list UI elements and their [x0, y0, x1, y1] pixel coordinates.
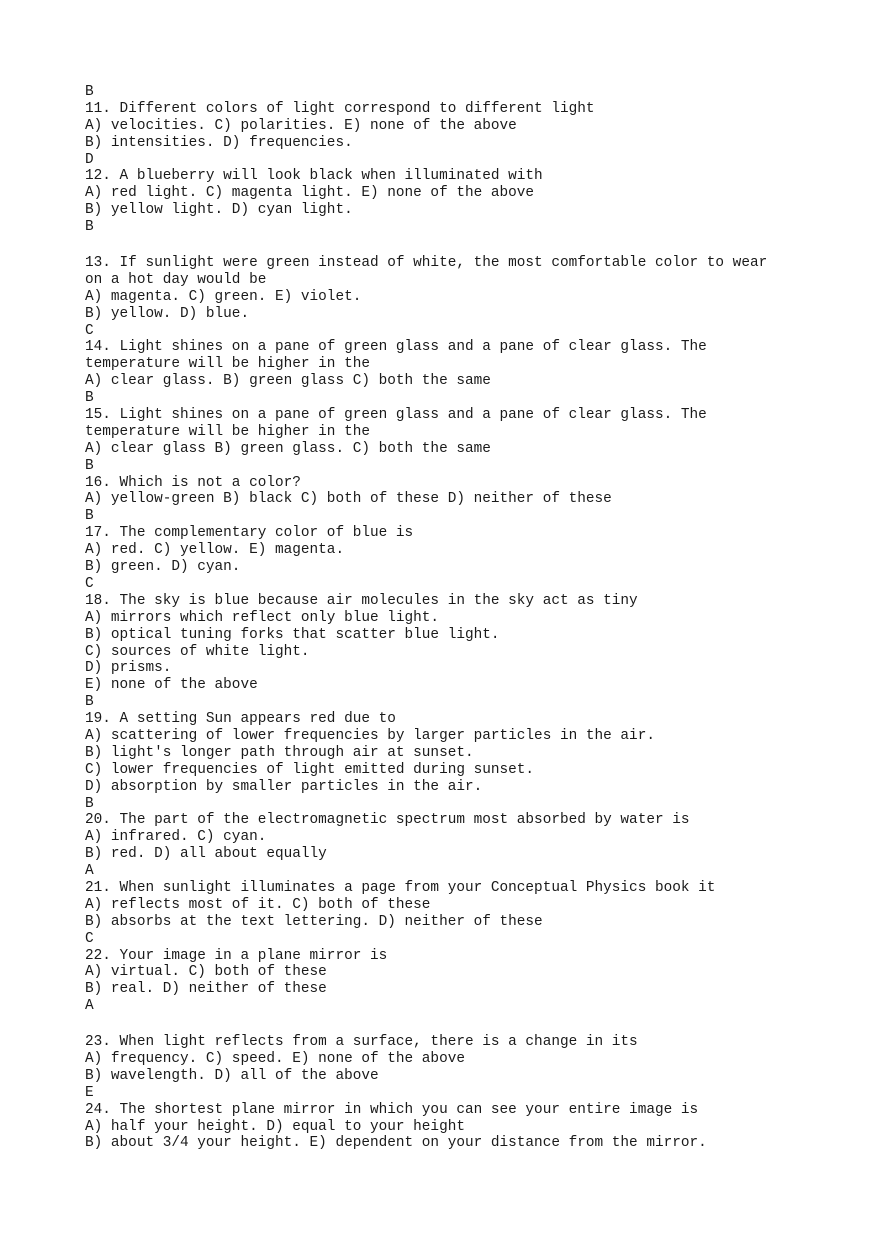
text-line: B) about 3/4 your height. E) dependent on your distance from the mirror.: [85, 1135, 707, 1152]
text-line: D) prisms.: [85, 660, 172, 677]
text-line: B: [85, 219, 94, 236]
text-line: C) sources of white light.: [85, 643, 310, 660]
text-line: 12. A blueberry will look black when illuminated with: [85, 168, 543, 185]
text-line: A) virtual. C) both of these: [85, 964, 327, 981]
text-line: B: [85, 795, 94, 812]
text-line: C: [85, 322, 94, 339]
text-line: C: [85, 930, 94, 947]
text-line: 16. Which is not a color?: [85, 474, 301, 491]
text-line: A) reflects most of it. C) both of these: [85, 896, 431, 913]
text-line: B) absorbs at the text lettering. D) neither of these: [85, 913, 543, 930]
text-line: 23. When light reflects from a surface, there is a change in its: [85, 1034, 638, 1051]
text-line: 18. The sky is blue because air molecules in the sky act as tiny: [85, 592, 638, 609]
text-line: D: [85, 151, 94, 168]
text-line: D) absorption by smaller particles in the air.: [85, 778, 483, 795]
text-line: C) lower frequencies of light emitted during sunset.: [85, 761, 535, 778]
text-line: B) green. D) cyan.: [85, 559, 241, 576]
text-line: A: [85, 863, 94, 880]
text-line: E) none of the above: [85, 677, 258, 694]
text-line: A) magenta. C) green. E) violet.: [85, 288, 362, 305]
text-line: A) red. C) yellow. E) magenta.: [85, 542, 345, 559]
text-line: A) scattering of lower frequencies by larger particles in the air.: [85, 727, 655, 744]
blank-line: [85, 1015, 845, 1034]
blank-line: [85, 236, 845, 255]
text-line: A) red light. C) magenta light. E) none of the above: [85, 185, 535, 202]
text-line: 17. The complementary color of blue is: [85, 525, 414, 542]
text-line: on a hot day would be: [85, 271, 267, 288]
text-line: B: [85, 508, 94, 525]
text-line: B) yellow light. D) cyan light.: [85, 202, 353, 219]
text-line: B: [85, 694, 94, 711]
text-line: 15. Light shines on a pane of green glass and a pane of clear glass. The: [85, 407, 707, 424]
text-line: temperature will be higher in the: [85, 356, 370, 373]
text-line: temperature will be higher in the: [85, 423, 370, 440]
text-line: A) mirrors which reflect only blue light.: [85, 609, 440, 626]
text-line: B) red. D) all about equally: [85, 846, 327, 863]
text-line: B) real. D) neither of these: [85, 981, 327, 998]
text-line: A) clear glass. B) green glass C) both the same: [85, 373, 491, 390]
text-line: B) light's longer path through air at sunset.: [85, 744, 474, 761]
text-line: A) half your height. D) equal to your height: [85, 1118, 465, 1135]
text-line: 11. Different colors of light correspond to different light: [85, 100, 595, 117]
text-line: B: [85, 390, 94, 407]
text-line: 22. Your image in a plane mirror is: [85, 947, 388, 964]
text-line: B: [85, 84, 94, 100]
text-line: B) wavelength. D) all of the above: [85, 1067, 379, 1084]
text-line: B: [85, 457, 94, 474]
text-line: B) intensities. D) frequencies.: [85, 134, 353, 151]
text-line: 19. A setting Sun appears red due to: [85, 711, 396, 728]
text-line: B) optical tuning forks that scatter blue light.: [85, 626, 500, 643]
text-line: 21. When sunlight illuminates a page from your Conceptual Physics book it: [85, 879, 716, 896]
question-text-block: [85, 84, 845, 1152]
text-line: C: [85, 575, 94, 592]
text-line: 20. The part of the electromagnetic spectrum most absorbed by water is: [85, 812, 690, 829]
text-line: E: [85, 1084, 94, 1101]
text-line: 24. The shortest plane mirror in which you can see your entire image is: [85, 1101, 699, 1118]
text-line: 13. If sunlight were green instead of white, the most comfortable color to wear: [85, 255, 768, 272]
text-line: A) velocities. C) polarities. E) none of the above: [85, 117, 517, 134]
text-line: A) yellow-green B) black C) both of these D) neither of these: [85, 491, 612, 508]
text-line: B) yellow. D) blue.: [85, 305, 250, 322]
text-line: A) infrared. C) cyan.: [85, 829, 267, 846]
text-line: 14. Light shines on a pane of green glass and a pane of clear glass. The: [85, 339, 707, 356]
text-line: A: [85, 998, 94, 1015]
text-line: A) frequency. C) speed. E) none of the above: [85, 1050, 465, 1067]
text-line: A) clear glass B) green glass. C) both the same: [85, 440, 491, 457]
